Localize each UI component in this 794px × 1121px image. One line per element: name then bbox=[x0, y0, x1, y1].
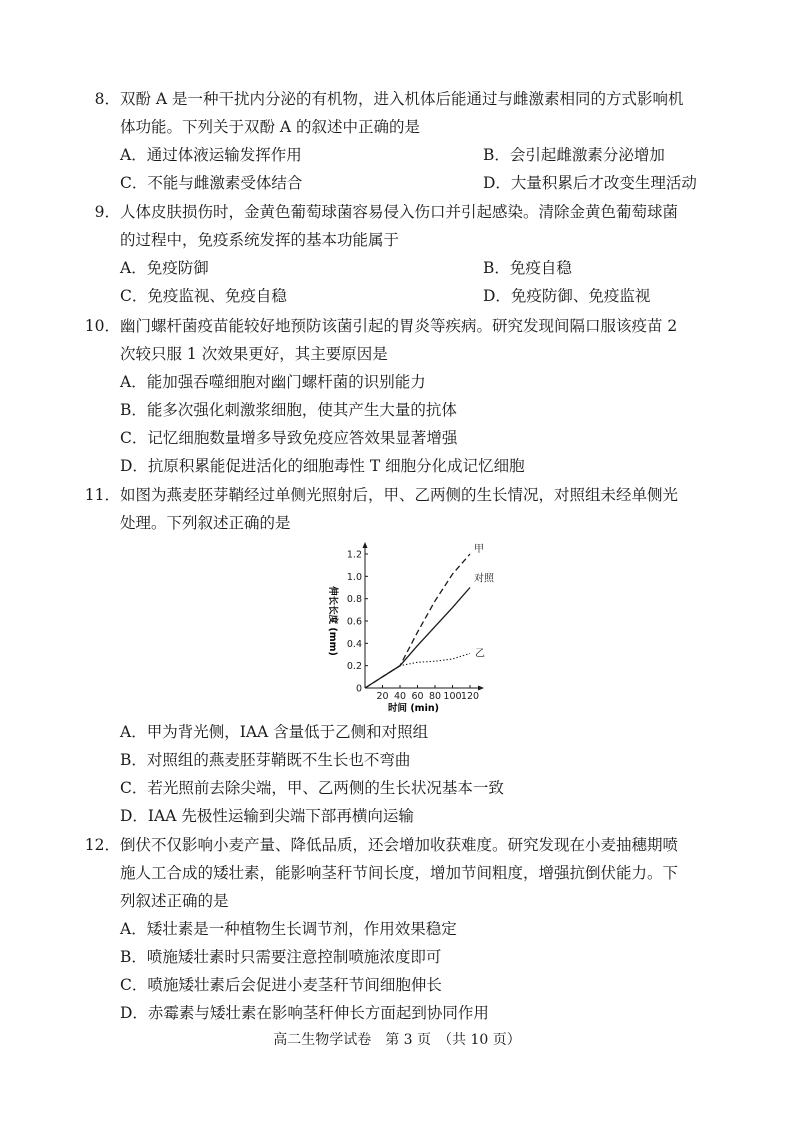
y-tick-label: 0 bbox=[355, 683, 362, 695]
question-12-stem-line-3: 列叙述正确的是 bbox=[120, 892, 229, 910]
y-tick-label: 0.4 bbox=[346, 638, 362, 650]
question-number: 12． bbox=[84, 836, 120, 854]
question-11-stem-line-1: 11．如图为燕麦胚芽鞘经过单侧光照射后，甲、乙两侧的生长情况，对照组未经单侧光 bbox=[80, 484, 678, 506]
option-9-c: C．免疫监视、免疫自稳 bbox=[120, 287, 287, 305]
page-footer: 高二生物学试卷 第 3 页 （共 10 页） bbox=[273, 1032, 521, 1048]
question-8-stem-line-2: 体功能。下列关于双酚 A 的叙述中正确的是 bbox=[120, 118, 421, 136]
y-tick-label: 0.6 bbox=[346, 616, 362, 628]
option-9-b: B．免疫自稳 bbox=[483, 259, 572, 277]
question-10-stem-line-2: 次较只服 1 次效果更好，其主要原因是 bbox=[120, 345, 388, 363]
x-tick-label: 120 bbox=[460, 691, 480, 702]
x-tick-label: 100 bbox=[443, 691, 462, 702]
chart-axes bbox=[363, 542, 485, 691]
y-tick-label: 0.8 bbox=[346, 594, 362, 606]
x-tick-label: 20 bbox=[376, 691, 389, 702]
option-11-c: C．若光照前去除尖端，甲、乙两侧的生长状况基本一致 bbox=[120, 779, 504, 797]
series-line-3 bbox=[365, 653, 470, 688]
option-10-c: C．记忆细胞数量增多导致免疫应答效果显著增强 bbox=[120, 429, 458, 447]
x-tick-label: 60 bbox=[411, 691, 424, 702]
series-label-1: 甲 bbox=[474, 544, 484, 555]
y-tick-label: 1.0 bbox=[346, 571, 362, 583]
question-number: 9． bbox=[94, 203, 120, 221]
question-12-stem-line-1: 12．倒伏不仅影响小麦产量、降低品质，还会增加收获难度。研究发现在小麦抽穗期喷 bbox=[80, 834, 678, 856]
question-8-stem-line-1: 8．双酚 A 是一种干扰内分泌的有机物，进入机体后能通过与雌激素相同的方式影响机 bbox=[88, 88, 684, 110]
option-9-a: A．免疫防御 bbox=[120, 259, 209, 277]
question-number: 10． bbox=[84, 317, 120, 335]
option-12-d: D．赤霉素与矮壮素在影响茎秆伸长方面起到协同作用 bbox=[120, 1004, 489, 1022]
option-9-d: D．免疫防御、免疫监视 bbox=[483, 287, 651, 305]
option-12-b: B．喷施矮壮素时只需要注意控制喷施浓度即可 bbox=[120, 948, 442, 966]
series-group bbox=[365, 554, 470, 688]
series-line-1 bbox=[365, 554, 470, 688]
y-axis-arrow bbox=[363, 542, 368, 548]
question-number: 11． bbox=[84, 486, 120, 504]
option-10-d: D．抗原积累能促进活化的细胞毒性 T 细胞分化成记忆细胞 bbox=[120, 457, 525, 475]
x-axis-label: 时间 (min) bbox=[388, 703, 439, 714]
option-10-b: B．能多次强化刺激浆细胞，使其产生大量的抗体 bbox=[120, 401, 457, 419]
series-label-3: 乙 bbox=[475, 648, 485, 660]
series-label-2: 对照 bbox=[474, 573, 494, 585]
option-11-a: A．甲为背光侧，IAA 含量低于乙侧和对照组 bbox=[120, 723, 429, 741]
x-axis-arrow bbox=[478, 686, 484, 691]
x-tick-label: 40 bbox=[393, 691, 407, 702]
option-11-d: D．IAA 先极性运输到尖端下部再横向运输 bbox=[120, 807, 414, 825]
y-tick-label: 0.2 bbox=[346, 661, 362, 673]
x-tick-label: 80 bbox=[428, 691, 442, 702]
option-8-a: A．通过体液运输发挥作用 bbox=[120, 146, 302, 164]
y-axis-label: 伸长长度 (mm) bbox=[327, 586, 338, 656]
option-11-b: B．对照组的燕麦胚芽鞘既不生长也不弯曲 bbox=[120, 751, 411, 769]
series-label-group bbox=[474, 543, 495, 659]
option-10-a: A．能加强吞噬细胞对幽门螺杆菌的识别能力 bbox=[120, 373, 426, 391]
option-12-a: A．矮壮素是一种植物生长调节剂，作用效果稳定 bbox=[120, 920, 457, 938]
question-9-stem-line-1: 9．人体皮肤损伤时，金黄色葡萄球菌容易侵入伤口并引起感染。清除金黄色葡萄球菌 bbox=[88, 201, 678, 223]
option-8-c: C．不能与雌激素受体结合 bbox=[120, 174, 303, 192]
option-8-d: D．大量积累后才改变生理活动 bbox=[483, 174, 697, 192]
question-9-stem-line-2: 的过程中，免疫系统发挥的基本功能属于 bbox=[120, 231, 400, 249]
series-line-2 bbox=[365, 588, 470, 689]
question-10-stem-line-1: 10．幽门螺杆菌疫苗能较好地预防该菌引起的胃炎等疾病。研究发现间隔口服该疫苗 2 bbox=[80, 315, 677, 337]
question-11-stem-line-2: 处理。下列叙述正确的是 bbox=[120, 514, 291, 532]
y-tick-label: 1.2 bbox=[346, 549, 362, 561]
question-number: 8． bbox=[94, 90, 120, 108]
question-12-stem-line-2: 施人工合成的矮壮素，能影响茎秆节间长度，增加节间粗度，增强抗倒伏能力。下 bbox=[120, 864, 679, 882]
option-8-b: B．会引起雌激素分泌增加 bbox=[483, 146, 665, 164]
growth-line-chart bbox=[320, 540, 494, 715]
option-12-c: C．喷施矮壮素后会促进小麦茎秆节间细胞伸长 bbox=[120, 976, 442, 994]
